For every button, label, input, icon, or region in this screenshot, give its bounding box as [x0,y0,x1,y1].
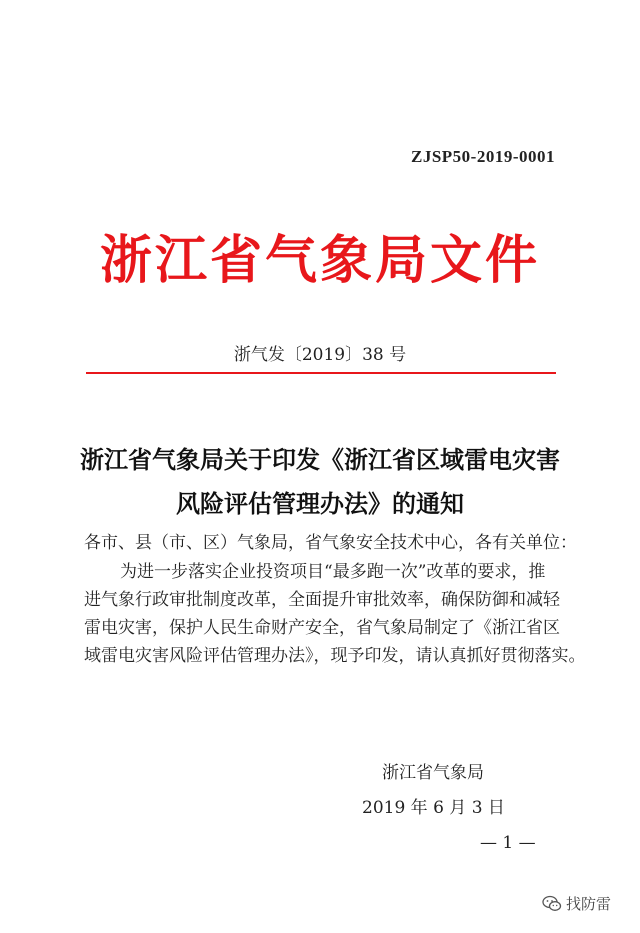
body-line: 为进一步落实企业投资项目“最多跑一次”改革的要求，推 [120,562,546,582]
red-divider [86,372,556,374]
watermark-text: 找防雷 [566,895,612,913]
signature-organization: 浙江省气象局 [382,763,484,783]
agency-header: 浙江省气象局文件 [99,231,540,291]
body-text [84,558,586,670]
body-line: 进气象行政审批制度改革，全面提升审批效率，确保防御和减轻 [84,590,560,610]
body-line: 雷电灾害，保护人民生命财产安全，省气象局制定了《浙江省区 [84,618,560,638]
signature-date: 2019 年 6 月 3 日 [362,798,505,818]
document-title [0,438,640,526]
watermark [542,893,611,914]
title-line: 风险评估管理办法》的通知 [176,489,464,518]
salutation: 各市、县（市、区）气象局，省气象安全技术中心，各有关单位： [84,533,577,553]
body-line: 域雷电灾害风险评估管理办法》，现予印发，请认真抓好贯彻落实。 [84,646,586,666]
page-number: — 1 — [480,833,536,853]
wechat-icon [542,895,562,913]
issue-number: 浙气发〔2019〕38 号 [233,345,407,365]
title-line: 浙江省气象局关于印发《浙江省区域雷电灾害 [80,445,560,474]
document-number: ZJSP50-2019-0001 [411,147,555,166]
